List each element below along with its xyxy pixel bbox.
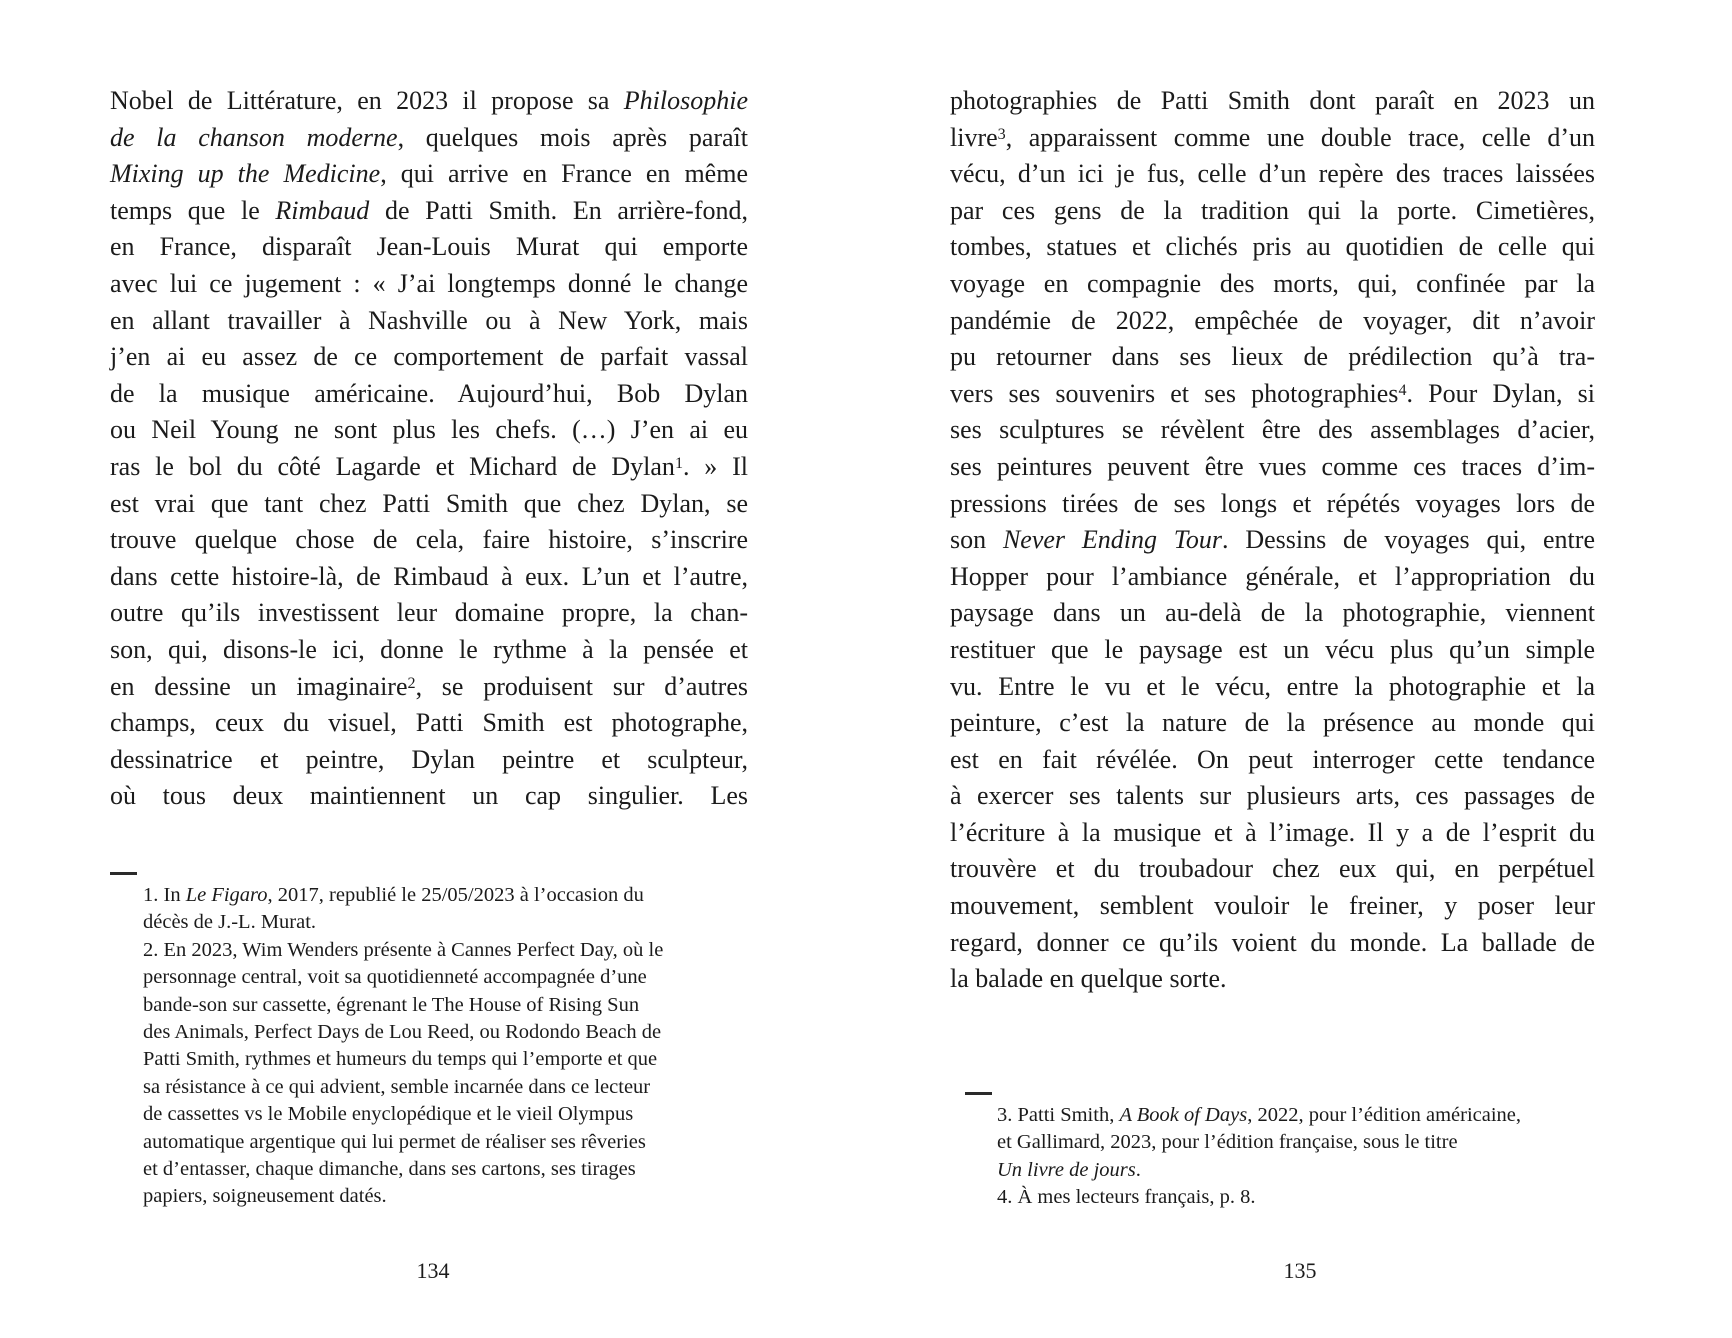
text-segment: .	[1135, 1158, 1141, 1181]
footnote-reference: 1	[674, 455, 683, 473]
text-segment: outre qu’ils investissent leur domaine propre, la chan-	[110, 598, 748, 628]
footnote-separator-rule	[965, 1092, 992, 1095]
text-segment: trouve quelque chose de cela, faire histoire, s’inscrire	[110, 525, 748, 555]
text-line	[110, 632, 748, 669]
text-segment: décès de J.-L. Murat.	[143, 911, 317, 934]
text-segment: son	[950, 525, 1003, 555]
text-line	[950, 669, 1595, 706]
text-line	[110, 595, 748, 632]
footnote-reference: 2	[407, 674, 416, 692]
text-segment: pandémie de 2022, empêchée de voyager, dit n’avoir	[950, 305, 1595, 335]
text-segment: 1. In	[143, 884, 186, 906]
text-segment: ras le bol du côté Lagarde et Michard de Dylan	[110, 451, 675, 481]
text-segment: ses peintures peuvent être vues comme ces traces d’im-	[950, 451, 1595, 481]
text-segment: voyage en compagnie des morts, qui, confinée par la	[950, 268, 1595, 298]
text-segment: paysage dans un au-delà de la photographie, viennent	[950, 598, 1595, 628]
text-line	[110, 412, 748, 449]
text-segment: . Pour Dylan, si	[1406, 378, 1595, 408]
text-line	[143, 992, 749, 1019]
text-segment: pressions tirées de ses longs et répétés voyages lors de	[950, 488, 1595, 518]
text-line	[143, 937, 749, 964]
text-segment: 2. En 2023, Wim Wenders présente à Cannes Perfect Day, où le	[143, 938, 664, 961]
text-segment: dessinatrice et peintre, Dylan peintre et sculpteur,	[110, 744, 748, 774]
text-line	[950, 83, 1595, 120]
text-line	[950, 705, 1595, 742]
text-segment: Nobel de Littérature, en 2023 il propose sa	[110, 86, 624, 115]
text-segment: 4. À mes lecteurs français, p. 8.	[997, 1186, 1256, 1209]
text-line	[143, 1074, 749, 1101]
text-segment: tombes, statues et clichés pris au quotidien de celle qui	[950, 232, 1595, 262]
text-line	[950, 412, 1595, 449]
text-line	[143, 1183, 749, 1210]
text-line	[143, 964, 749, 991]
footnote-reference: 3	[997, 125, 1006, 143]
text-line	[110, 778, 748, 815]
text-line	[950, 559, 1595, 596]
text-line	[110, 559, 748, 596]
text-line	[143, 1101, 749, 1128]
text-line	[997, 1184, 1597, 1211]
text-line	[997, 1129, 1597, 1156]
text-line	[143, 1156, 749, 1183]
page-number: 134	[416, 1258, 450, 1283]
footnote-reference: 4	[1398, 381, 1407, 399]
text-line	[950, 815, 1595, 852]
text-line	[950, 778, 1595, 815]
text-line	[110, 486, 748, 523]
text-segment: bande-son sur cassette, égrenant le The House of Rising Sun	[143, 993, 640, 1016]
text-segment: papiers, soigneusement datés.	[143, 1185, 387, 1208]
text-segment: vu. Entre le vu et le vécu, entre la photographie et la	[950, 671, 1595, 701]
italic-text: Le Figaro	[185, 884, 268, 906]
text-line	[143, 1046, 749, 1073]
text-line	[950, 925, 1595, 962]
text-line	[110, 339, 748, 376]
text-line	[110, 669, 748, 706]
text-segment: , qui arrive en France en même	[380, 159, 748, 189]
text-segment: son, qui, disons-le ici, donne le rythme à la pensée et	[110, 634, 748, 664]
italic-text: Never Ending Tour	[1002, 525, 1222, 555]
text-line	[950, 266, 1595, 303]
text-segment: temps que le	[110, 195, 276, 225]
text-line	[110, 303, 748, 340]
text-segment: , 2017, republié le 25/05/2023 à l’occasion du	[267, 884, 644, 906]
text-segment: , apparaissent comme une double trace, celle d’un	[1005, 122, 1595, 152]
text-segment: . Dessins de voyages qui, entre	[1222, 525, 1595, 555]
text-line	[143, 882, 749, 909]
page-number: 135	[1283, 1258, 1317, 1283]
text-segment: vécu, d’un ici je fus, celle d’un repère des traces laissées	[950, 159, 1595, 189]
text-segment: de la musique américaine. Aujourd’hui, Bob Dylan	[110, 378, 748, 408]
text-segment: où tous deux maintiennent un cap singulier. Les	[110, 781, 748, 811]
text-line	[950, 156, 1595, 193]
text-line	[950, 303, 1595, 340]
italic-text: Un livre de jours	[997, 1158, 1136, 1181]
text-line	[143, 1129, 749, 1156]
text-line	[950, 888, 1595, 925]
text-segment: photographies de Patti Smith dont paraît en 2023 un	[950, 86, 1595, 115]
text-line	[950, 961, 1595, 998]
text-segment: la balade en quelque sorte.	[950, 964, 1227, 994]
text-line	[997, 1157, 1597, 1184]
text-segment: et Gallimard, 2023, pour l’édition française, sous le titre	[997, 1131, 1458, 1154]
text-segment: j’en ai eu assez de ce comportement de parfait vassal	[110, 342, 748, 372]
text-line	[110, 83, 748, 120]
text-line	[950, 120, 1595, 157]
text-line	[950, 522, 1595, 559]
text-segment: en allant travailler à Nashville ou à New York, mais	[110, 305, 748, 335]
main-text-column	[110, 83, 748, 815]
text-line	[950, 339, 1595, 376]
text-segment: de Patti Smith. En arrière-fond,	[369, 195, 749, 225]
text-line	[110, 705, 748, 742]
text-line	[997, 1102, 1597, 1129]
italic-text: Philosophie	[623, 86, 748, 115]
italic-text: Rimbaud	[275, 195, 370, 225]
text-segment: en dessine un imaginaire	[110, 671, 408, 701]
italic-text: A Book of Days	[1119, 1104, 1248, 1126]
text-segment: est vrai que tant chez Patti Smith que chez Dylan, se	[110, 488, 748, 518]
text-line	[110, 266, 748, 303]
text-segment: mouvement, semblent vouloir le freiner, y poser leur	[950, 891, 1595, 921]
text-segment: restituer que le paysage est un vécu plus qu’un simple	[950, 634, 1595, 664]
text-segment: en France, disparaît Jean-Louis Murat qui emporte	[110, 232, 748, 262]
text-segment: de cassettes vs le Mobile enyclopédique et le vieil Olympus	[143, 1103, 634, 1126]
italic-text: de la chanson moderne	[110, 122, 398, 152]
text-segment: vers ses souvenirs et ses photographies	[950, 378, 1399, 408]
text-segment: avec lui ce jugement : « J’ai longtemps donné le change	[110, 268, 748, 298]
footnote-separator-rule	[110, 872, 137, 875]
text-segment: 3. Patti Smith,	[997, 1104, 1120, 1126]
text-line	[110, 120, 748, 157]
text-line	[950, 632, 1595, 669]
text-line	[950, 851, 1595, 888]
text-segment: champs, ceux du visuel, Patti Smith est photographe,	[110, 708, 748, 738]
text-line	[110, 742, 748, 779]
text-segment: des Animals, Perfect Days de Lou Reed, ou Rodondo Beach de	[143, 1020, 662, 1043]
text-segment: trouvère et du troubadour chez eux qui, en perpétuel	[950, 854, 1595, 884]
text-segment: ses sculptures se révèlent être des assemblages d’acier,	[950, 415, 1595, 445]
text-segment: et d’entasser, chaque dimanche, dans ses cartons, ses tirages	[143, 1157, 636, 1180]
text-segment: dans cette histoire-là, de Rimbaud à eux. L’un et l’autre,	[110, 561, 748, 591]
text-segment: , quelques mois après paraît	[397, 122, 749, 152]
text-line	[110, 376, 748, 413]
text-line	[110, 522, 748, 559]
text-segment: à exercer ses talents sur plusieurs arts, ces passages de	[950, 781, 1595, 811]
italic-text: Mixing up the Medicine	[110, 159, 381, 189]
text-segment: est en fait révélée. On peut interroger cette tendance	[950, 744, 1595, 774]
text-segment: automatique argentique qui lui permet de réaliser ses rêveries	[143, 1130, 646, 1153]
text-segment: livre	[950, 122, 998, 152]
text-line	[143, 1019, 749, 1046]
text-segment: l’écriture à la musique et à l’image. Il y a de l’esprit du	[950, 817, 1595, 847]
footnotes-block	[997, 1102, 1597, 1212]
text-segment: personnage central, voit sa quotidienneté accompagnée d’une	[143, 966, 647, 989]
text-segment: peinture, c’est la nature de la présence au monde qui	[950, 708, 1595, 738]
text-line	[950, 193, 1595, 230]
text-line	[110, 449, 748, 486]
text-segment: par ces gens de la tradition qui la porte. Cimetières,	[950, 195, 1595, 225]
footnotes-block	[143, 882, 749, 1211]
text-line	[950, 229, 1595, 266]
text-line	[143, 909, 749, 936]
text-line	[950, 742, 1595, 779]
text-line	[110, 193, 748, 230]
text-segment: regard, donner ce qu’ils voient du monde. La ballade de	[950, 927, 1595, 957]
text-line	[950, 595, 1595, 632]
text-segment: , se produisent sur d’autres	[415, 671, 748, 701]
text-segment: pu retourner dans ses lieux de prédilection qu’à tra-	[950, 342, 1595, 372]
main-text-column	[950, 83, 1595, 998]
text-line	[110, 156, 748, 193]
text-segment: sa résistance à ce qui advient, semble incarnée dans ce lecteur	[143, 1075, 651, 1098]
text-segment: , 2022, pour l’édition américaine,	[1247, 1104, 1522, 1126]
text-line	[950, 449, 1595, 486]
text-segment: Hopper pour l’ambiance générale, et l’appropriation du	[950, 561, 1595, 591]
text-segment: . » Il	[683, 451, 748, 481]
text-segment: Patti Smith, rythmes et humeurs du temps qui l’emporte et que	[143, 1048, 658, 1071]
text-line	[110, 229, 748, 266]
text-segment: ou Neil Young ne sont plus les chefs. (…) J’en ai eu	[110, 415, 748, 445]
text-line	[950, 486, 1595, 523]
text-line	[950, 376, 1595, 413]
